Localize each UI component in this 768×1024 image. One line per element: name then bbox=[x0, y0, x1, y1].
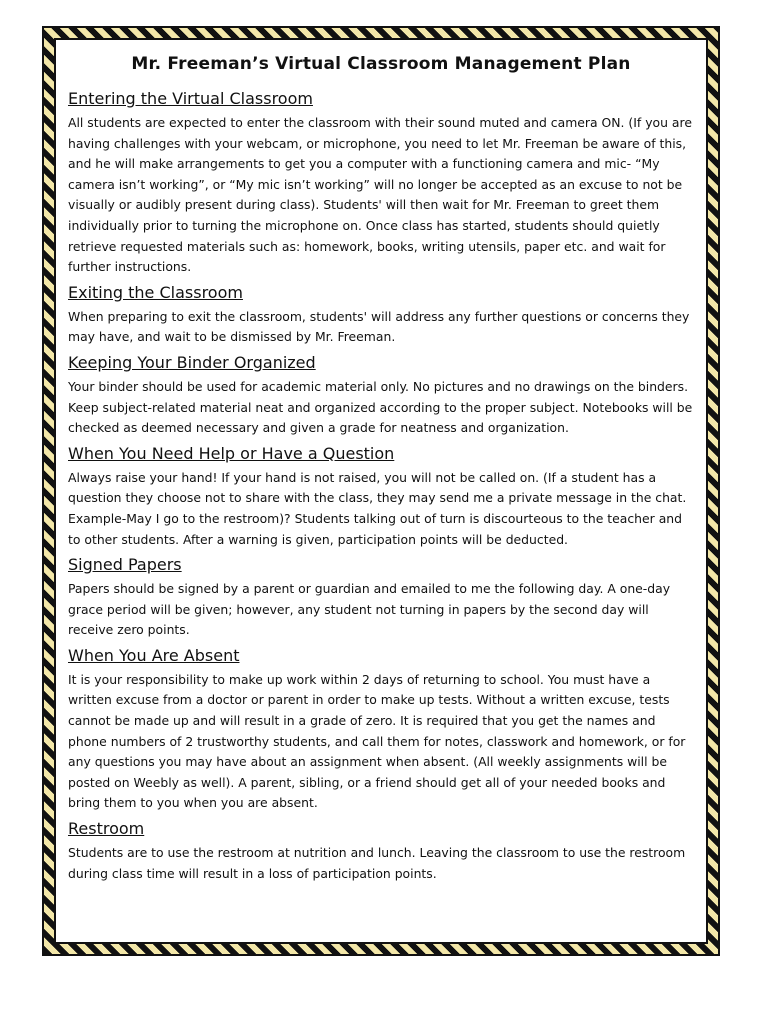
section-body: Always raise your hand! If your hand is not raised, you will not be called on. (If a student has a question they choose not to share with the class, they may send me a private message in the chat. Example-May I go to the restroom)? Students talking out of turn is discourteous to the teacher and to other students. After a warning is given, participation points will be deducted. bbox=[68, 469, 687, 547]
section-exiting bbox=[68, 282, 694, 348]
section-heading: Keeping Your Binder Organized bbox=[68, 352, 316, 372]
section-restroom bbox=[68, 818, 694, 884]
section-body: Papers should be signed by a parent or guardian and emailed to me the following day. A one-day grace period will be given; however, any student not turning in papers by the second day will receive zero points. bbox=[68, 581, 671, 638]
section-heading: Exiting the Classroom bbox=[68, 282, 243, 302]
section-heading: Signed Papers bbox=[68, 555, 182, 575]
document-page bbox=[54, 38, 708, 944]
section-entering bbox=[68, 88, 694, 278]
section-heading: Entering the Virtual Classroom bbox=[68, 89, 313, 108]
section-body: Students are to use the restroom at nutrition and lunch. Leaving the classroom to use the restroom during class time will result in a loss of participation points. bbox=[68, 845, 686, 881]
section-help bbox=[68, 443, 694, 550]
section-body: All students are expected to enter the classroom with their sound muted and camera ON. (If you are having challenges with your webcam, or microphone, you need to let Mr. Freeman be aware of this, and he will make arrangements to get you a computer with a functioning camera and mic- “My camera isn’t working”, or “My mic isn’t working” will no longer be accepted as an excuse to not be visually or audibly present during class). Students' will then wait for Mr. Freeman to greet them individually prior to turning the microphone on. Once class has started, students should quietly retrieve requested materials such as: homework, books, writing utensils, paper etc. and wait for further instructions. bbox=[68, 115, 692, 275]
section-body: When preparing to exit the classroom, students' will address any further questions or concerns they may have, and wait to be dismissed by Mr. Freeman. bbox=[68, 308, 690, 345]
section-signed-papers bbox=[68, 554, 694, 641]
section-heading: When You Need Help or Have a Question bbox=[68, 443, 395, 463]
section-heading: Restroom bbox=[68, 819, 145, 839]
section-absent bbox=[68, 645, 694, 814]
section-heading: When You Are Absent bbox=[68, 645, 240, 665]
document-title: Mr. Freeman’s Virtual Classroom Management Plan bbox=[131, 54, 631, 74]
section-binder bbox=[68, 352, 694, 439]
decorative-page-border bbox=[42, 26, 720, 956]
section-body: Your binder should be used for academic material only. No pictures and no drawings on the binders. Keep subject-related material neat and organized according to the proper subject. Notebooks will be checked as deemed necessary and given a grade for neatness and organization. bbox=[68, 378, 693, 436]
section-body: It is your responsibility to make up work within 2 days of returning to school. You must have a written excuse from a doctor or parent in order to make up tests. Without a written excuse, tests cannot be made up and will result in a grade of zero. It is required that you get the names and phone numbers of 2 trustworthy students, and call them for notes, classwork and homework, or for any questions you may have about an assignment when absent. (All weekly assignments will be posted on Weebly as well). A parent, sibling, or a friend should get all of your needed books and bring them to you when you are absent. bbox=[68, 671, 686, 811]
